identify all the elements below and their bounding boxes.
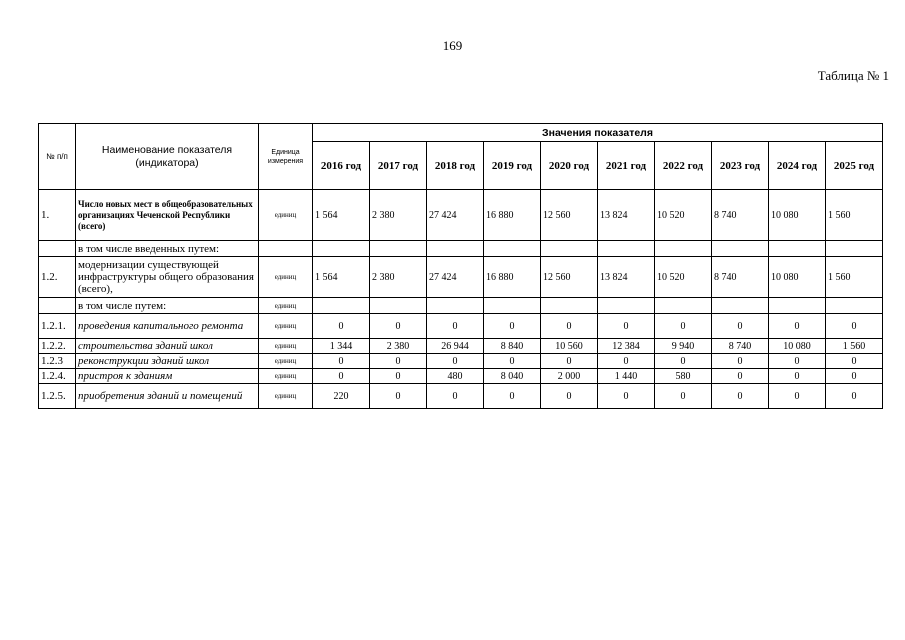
table-row: [39, 354, 883, 369]
value-cell: 0: [826, 369, 883, 384]
value-cell: [427, 298, 484, 314]
indicator-name: Число новых мест в общеобразовательных организациях Чеченской Республики (всего): [76, 190, 259, 241]
value-cell: 13 824: [598, 190, 655, 241]
value-cell: 0: [313, 354, 370, 369]
value-cell: 2 000: [541, 369, 598, 384]
value-cell: 0: [541, 384, 598, 409]
value-cell: 0: [826, 384, 883, 409]
value-cell: 16 880: [484, 190, 541, 241]
value-cell: 0: [427, 384, 484, 409]
value-cell: 0: [427, 314, 484, 339]
unit-cell: единиц: [259, 339, 313, 354]
value-cell: [712, 241, 769, 257]
value-cell: [598, 241, 655, 257]
value-cell: 0: [655, 314, 712, 339]
value-cell: 0: [826, 314, 883, 339]
value-cell: 0: [655, 354, 712, 369]
value-cell: 8 840: [484, 339, 541, 354]
unit-cell: единиц: [259, 190, 313, 241]
page-number: 169: [442, 38, 463, 53]
value-cell: 0: [370, 354, 427, 369]
table-caption: Таблица № 1: [817, 68, 889, 83]
value-cell: 0: [712, 369, 769, 384]
header-year: 2021 год: [598, 142, 655, 190]
value-cell: 0: [712, 314, 769, 339]
value-cell: 8 040: [484, 369, 541, 384]
unit-cell: единиц: [259, 314, 313, 339]
value-cell: 13 824: [598, 257, 655, 298]
header-year: 2024 год: [769, 142, 826, 190]
value-cell: [541, 298, 598, 314]
unit-cell: единиц: [259, 384, 313, 409]
header-year: 2016 год: [313, 142, 370, 190]
value-cell: 0: [313, 314, 370, 339]
indicator-name: реконструкции зданий школ: [76, 354, 259, 369]
value-cell: 220: [313, 384, 370, 409]
header-year: 2019 год: [484, 142, 541, 190]
value-cell: [769, 241, 826, 257]
header-year: 2022 год: [655, 142, 712, 190]
value-cell: [826, 298, 883, 314]
value-cell: [598, 298, 655, 314]
value-cell: [370, 241, 427, 257]
row-number: 1.: [39, 190, 76, 241]
value-cell: 27 424: [427, 257, 484, 298]
table-row: [39, 241, 883, 257]
indicator-name: модернизации существующей инфраструктуры общего образования (всего),: [76, 257, 259, 298]
value-cell: [541, 241, 598, 257]
value-cell: 0: [769, 369, 826, 384]
indicator-name: в том числе путем:: [76, 298, 259, 314]
value-cell: 2 380: [370, 257, 427, 298]
value-cell: 10 080: [769, 257, 826, 298]
table-row: [39, 298, 883, 314]
value-cell: 1 564: [313, 257, 370, 298]
header-year: 2017 год: [370, 142, 427, 190]
value-cell: 0: [598, 384, 655, 409]
row-number: [39, 241, 76, 257]
row-number: 1.2.1.: [39, 314, 76, 339]
value-cell: [826, 241, 883, 257]
value-cell: 12 560: [541, 190, 598, 241]
value-cell: 8 740: [712, 257, 769, 298]
header-num: № п/п: [39, 124, 76, 190]
value-cell: 0: [712, 354, 769, 369]
table-row: [39, 339, 883, 354]
value-cell: 0: [370, 369, 427, 384]
value-cell: 26 944: [427, 339, 484, 354]
header-year: 2020 год: [541, 142, 598, 190]
table-row: [39, 257, 883, 298]
indicator-name: пристроя к зданиям: [76, 369, 259, 384]
value-cell: 1 560: [826, 257, 883, 298]
value-cell: 0: [313, 369, 370, 384]
value-cell: 0: [484, 354, 541, 369]
row-number: 1.2.5.: [39, 384, 76, 409]
unit-cell: единиц: [259, 298, 313, 314]
value-cell: 8 740: [712, 339, 769, 354]
value-cell: 0: [769, 314, 826, 339]
value-cell: [484, 241, 541, 257]
row-number: 1.2.4.: [39, 369, 76, 384]
value-cell: [655, 298, 712, 314]
value-cell: 0: [769, 354, 826, 369]
value-cell: [655, 241, 712, 257]
value-cell: 0: [826, 354, 883, 369]
value-cell: 0: [655, 384, 712, 409]
row-number: 1.2.2.: [39, 339, 76, 354]
value-cell: 0: [541, 354, 598, 369]
value-cell: 10 520: [655, 257, 712, 298]
value-cell: 0: [370, 314, 427, 339]
value-cell: 10 080: [769, 339, 826, 354]
value-cell: 12 384: [598, 339, 655, 354]
value-cell: [427, 241, 484, 257]
value-cell: 27 424: [427, 190, 484, 241]
header-values: Значения показателя: [313, 124, 883, 142]
value-cell: 16 880: [484, 257, 541, 298]
unit-cell: [259, 241, 313, 257]
value-cell: 10 560: [541, 339, 598, 354]
value-cell: 0: [712, 384, 769, 409]
value-cell: [313, 241, 370, 257]
value-cell: 8 740: [712, 190, 769, 241]
table-row: [39, 190, 883, 241]
value-cell: 1 440: [598, 369, 655, 384]
value-cell: 1 560: [826, 339, 883, 354]
value-cell: [370, 298, 427, 314]
unit-cell: единиц: [259, 257, 313, 298]
value-cell: 10 080: [769, 190, 826, 241]
value-cell: 0: [769, 384, 826, 409]
value-cell: 0: [484, 384, 541, 409]
unit-cell: единиц: [259, 354, 313, 369]
value-cell: [769, 298, 826, 314]
value-cell: 1 564: [313, 190, 370, 241]
row-number: [39, 298, 76, 314]
value-cell: 1 344: [313, 339, 370, 354]
value-cell: 2 380: [370, 190, 427, 241]
indicator-name: приобретения зданий и помещений: [76, 384, 259, 409]
value-cell: 0: [427, 354, 484, 369]
header-unit: Единица измерения: [259, 124, 313, 190]
row-number: 1.2.3: [39, 354, 76, 369]
value-cell: [313, 298, 370, 314]
value-cell: 0: [598, 354, 655, 369]
header-year: 2018 год: [427, 142, 484, 190]
value-cell: 2 380: [370, 339, 427, 354]
value-cell: 580: [655, 369, 712, 384]
value-cell: 9 940: [655, 339, 712, 354]
table-row: [39, 369, 883, 384]
value-cell: 0: [541, 314, 598, 339]
indicator-name: проведения капитального ремонта: [76, 314, 259, 339]
value-cell: 480: [427, 369, 484, 384]
table-row: [39, 314, 883, 339]
value-cell: [484, 298, 541, 314]
indicator-name: в том числе введенных путем:: [76, 241, 259, 257]
value-cell: 12 560: [541, 257, 598, 298]
value-cell: 0: [370, 384, 427, 409]
table-row: [39, 384, 883, 409]
value-cell: 0: [598, 314, 655, 339]
header-year: 2023 год: [712, 142, 769, 190]
indicator-name: строительства зданий школ: [76, 339, 259, 354]
indicator-table: [38, 123, 883, 409]
row-number: 1.2.: [39, 257, 76, 298]
value-cell: [712, 298, 769, 314]
value-cell: 10 520: [655, 190, 712, 241]
value-cell: 1 560: [826, 190, 883, 241]
unit-cell: единиц: [259, 369, 313, 384]
value-cell: 0: [484, 314, 541, 339]
header-name: Наименование показателя (индикатора): [76, 124, 259, 190]
header-year: 2025 год: [826, 142, 883, 190]
